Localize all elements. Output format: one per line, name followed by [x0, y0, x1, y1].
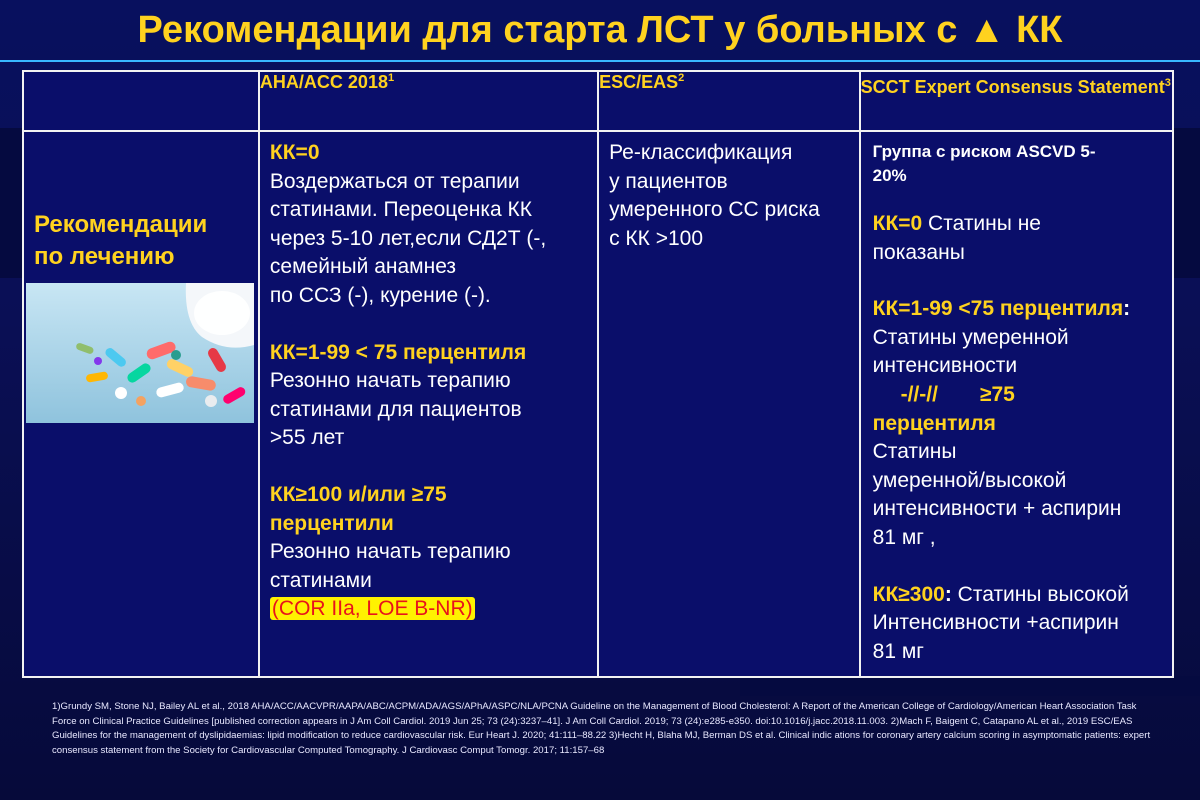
- scct-kk199-text-1: Статины умеренной: [872, 325, 1069, 349]
- scct-cell: [860, 131, 1173, 677]
- title-divider: [0, 60, 1200, 62]
- scct-ge75-text-4: 81 мг ,: [872, 525, 936, 549]
- scct-kk0-line: [873, 210, 1162, 239]
- aha-kk0-line-3: через 5-10 лет,если СД2Т (-,: [269, 226, 547, 250]
- esc-cell: [598, 131, 860, 677]
- spacer: [873, 553, 1162, 581]
- aha-kk199-line-3: >55 лет: [269, 426, 345, 450]
- header-esc-label: ESC/EAS: [599, 72, 679, 92]
- aha-cor-note-wrap: [270, 595, 587, 624]
- esc-line-3: умеренного СС риска: [609, 198, 820, 222]
- scct-kk300-line: [873, 581, 1162, 610]
- aha-kk0-line-1: Воздержаться от терапии: [269, 169, 520, 193]
- esc-line-2: у пациентов: [609, 169, 728, 193]
- scct-kk300-text-2: 81 мг: [872, 639, 924, 663]
- scct-ge75-prefix: -//-//: [900, 382, 938, 406]
- background-band-bottom: [740, 676, 1200, 696]
- header-esc-sup: 2: [678, 72, 685, 84]
- pills-image: [26, 283, 254, 423]
- spacer: [270, 311, 587, 339]
- header-aha-acc: [259, 71, 598, 131]
- scct-group-line-2: 20%: [872, 166, 907, 185]
- aha-kk199-line-1: Резонно начать терапию: [269, 369, 511, 393]
- scct-kk0-line-2: показаны: [872, 240, 965, 264]
- scct-kk199-text-2: интенсивности: [872, 354, 1018, 378]
- scct-kk300-text: Статины высокой: [951, 582, 1129, 606]
- aha-cor-note: (COR IIa, LOE B-NR): [271, 597, 473, 621]
- header-aha-label: AHA/ACC 2018: [259, 72, 388, 92]
- aha-kk100-title-2: перцентили: [269, 511, 394, 535]
- header-scct-sup: 3: [1164, 77, 1171, 89]
- header-aha-sup: 1: [387, 72, 395, 84]
- scct-kk300-colon: :: [944, 582, 952, 606]
- row-label: Рекомендации по лечению: [34, 211, 208, 270]
- aha-kk100-line-2: статинами: [269, 568, 372, 592]
- aha-kk199-line-2: статинами для пациентов: [269, 397, 522, 421]
- aha-kk100-title-1: КК≥100 и/или ≥75: [269, 482, 447, 506]
- scct-ge75-value: ≥75: [979, 382, 1015, 406]
- aha-kk0-title: КК=0: [269, 141, 320, 164]
- scct-kk0-text: Статины не: [922, 212, 1041, 235]
- header-empty-cell: [23, 71, 259, 131]
- header-row: [23, 71, 1173, 131]
- header-scct: [860, 71, 1173, 131]
- scct-ge75-text-2: умеренной/высокой: [872, 468, 1067, 492]
- esc-line-4: с КК >100: [609, 226, 703, 250]
- spacer: [873, 188, 1162, 210]
- references: 1)Grundy SM, Stone NJ, Bailey AL et al., 2018 AHA/ACC/AACVPR/AAPA/ABC/ACPM/ADA/AGS/APhA/ASPC/NLA/PCNA Guideline on the Management of Blood Cholesterol: A Report of the American College of Cardiology/American Heart Association Task Force on Clinical Practice Guidelines [published correction appears in J Am Coll Cardiol. 2019 Jun 25; 73 (24):3237–41]. J Am Coll Cardiol. 2019; 73 (24):e285-e350. doi:10.1016/j.jacc.2018.11.003. 2)Mach F, Baigent C, Catapano AL et al., 2019 ESC/EAS Guidelines for the management of dyslipidaemias: lipid modification to reduce cardiovascular risk. Eur Heart J. 2020; 41:111–88.22 3)Hecht H, Blaha MJ, Berman DS et al. Clinical indic ations for coronary artery calcium scoring in asymptomatic patients: expert consensus statement from the Society for Cardiovascular Computed Tomography. J Cardiovasc Comput Tomogr. 2017; 11:157–68: [52, 701, 1151, 756]
- scct-ge75-line: [873, 381, 1162, 410]
- header-scct-label: SCCT Expert Consensus Statement: [860, 77, 1165, 97]
- spacer: [270, 453, 587, 481]
- scct-kk199-line: [873, 295, 1162, 324]
- aha-kk0-line-2: статинами. Переоценка КК: [269, 198, 532, 222]
- scct-kk0-label: КК=0: [872, 212, 923, 235]
- scct-group-line-1: Группа с риском ASCVD 5-: [872, 142, 1096, 161]
- scct-ge75-text-1: Статины: [872, 440, 957, 464]
- aha-kk0-line-5: по ССЗ (-), курение (-).: [269, 283, 491, 307]
- header-esc-eas: [598, 71, 860, 131]
- scct-kk300-text-1: Интенсивности +аспирин: [872, 611, 1119, 635]
- scct-ge75-text-3: интенсивности + аспирин: [872, 497, 1122, 521]
- scct-kk199-label: КК=1-99 <75 перцентиля: [872, 297, 1124, 321]
- aha-kk199-title: КК=1-99 < 75 перцентиля: [269, 340, 527, 364]
- background-band-right: [1174, 128, 1200, 278]
- aha-kk100-line-1: Резонно начать терапию: [269, 540, 511, 564]
- scct-kk300-label: КК≥300: [872, 582, 945, 606]
- background-band-left: [0, 128, 22, 278]
- scct-kk199-colon: :: [1123, 297, 1131, 321]
- scct-ge75-word: перцентиля: [872, 411, 996, 435]
- aha-cell: [259, 131, 598, 677]
- esc-line-1: Ре-классификация: [609, 141, 793, 164]
- slide-title: Рекомендации для старта ЛСТ у больных с ▲ КК: [137, 9, 1063, 51]
- spacer: [873, 267, 1162, 295]
- aha-kk0-line-4: семейный анамнез: [269, 255, 457, 279]
